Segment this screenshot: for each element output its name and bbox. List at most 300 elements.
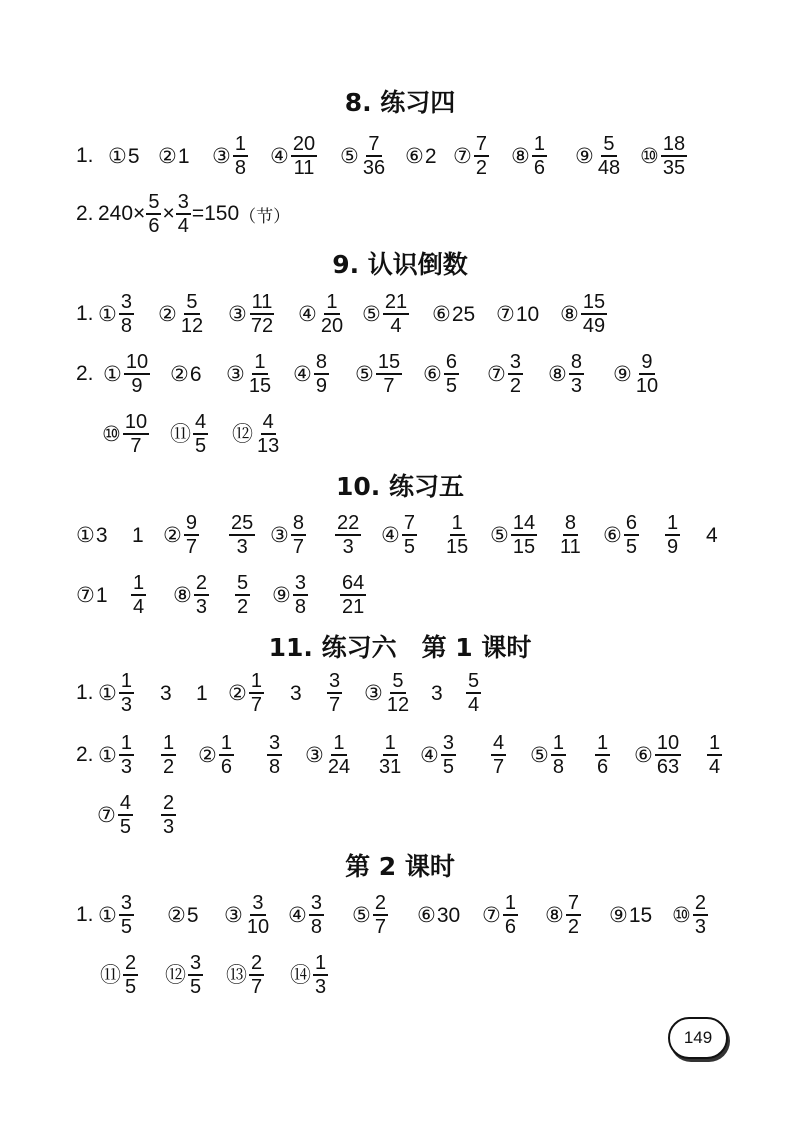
answer-item <box>511 126 548 186</box>
answer-item <box>165 945 204 1005</box>
numerator: 1 <box>163 732 175 754</box>
numerator: 7 <box>403 512 415 534</box>
answer-item <box>232 404 282 464</box>
item-marker: ② <box>228 680 247 705</box>
denominator: 7 <box>493 756 505 778</box>
section-title-8: 8. 练习四 <box>344 88 456 117</box>
item-marker: ⑤ <box>362 301 381 326</box>
answer-item <box>228 284 276 344</box>
question-number: 2. <box>76 202 94 225</box>
fraction <box>176 191 191 237</box>
answer-item <box>170 344 202 404</box>
numerator: 3 <box>120 291 132 313</box>
fraction <box>313 952 328 998</box>
denominator: 6 <box>533 157 545 179</box>
item-marker: ⑧ <box>548 361 567 386</box>
numerator: 3 <box>509 351 521 373</box>
denominator: 8 <box>120 315 132 337</box>
fraction <box>123 411 149 457</box>
fraction <box>314 351 329 397</box>
item-marker: ⑦ <box>97 802 116 827</box>
answer-row <box>0 404 800 464</box>
fraction <box>146 191 161 237</box>
answer-item <box>76 505 108 565</box>
numerator: 3 <box>190 952 202 974</box>
numerator: 8 <box>315 351 327 373</box>
section-title-9: 9. 认识倒数 <box>332 250 468 279</box>
numerator: 7 <box>567 892 579 914</box>
denominator: 72 <box>250 315 274 337</box>
answer-item <box>132 505 144 565</box>
denominator: 35 <box>662 157 686 179</box>
denominator: 5 <box>195 435 207 457</box>
numerator: 11 <box>251 291 273 313</box>
answer-item <box>548 344 585 404</box>
item-marker: ⑦ <box>482 902 501 927</box>
section-title-11: 11. 练习六 第 1 课时 <box>268 633 532 662</box>
item-marker: ④ <box>420 742 439 767</box>
answer-row <box>0 344 800 404</box>
numerator: 4 <box>195 411 207 433</box>
denominator: 3 <box>236 536 248 558</box>
denominator: 7 <box>251 976 263 998</box>
answer-item <box>160 785 177 845</box>
numerator: 5 <box>603 133 615 155</box>
answer-item <box>130 565 147 625</box>
answer-item <box>613 344 661 404</box>
denominator: 3 <box>694 916 706 938</box>
answer-item <box>290 663 302 723</box>
answer-item <box>417 885 460 945</box>
answer-item <box>609 885 652 945</box>
denominator: 9 <box>131 375 143 397</box>
denominator: 4 <box>468 694 480 716</box>
numerator: 1 <box>315 952 327 974</box>
denominator: 2 <box>567 916 579 938</box>
numerator: 1 <box>333 732 345 754</box>
item-marker: ② <box>198 742 217 767</box>
denominator: 6 <box>597 756 609 778</box>
denominator: 7 <box>250 694 262 716</box>
fraction <box>131 572 146 618</box>
fraction <box>361 133 387 179</box>
item-marker: ② <box>158 143 177 168</box>
item-marker: ⑭ <box>290 962 311 987</box>
answer-item <box>228 505 256 565</box>
integer-value: 3 <box>95 523 108 547</box>
denominator: 6 <box>148 215 160 237</box>
item-marker: ⑩ <box>672 902 691 927</box>
answer-row <box>0 126 800 186</box>
denominator: 7 <box>329 694 341 716</box>
numerator: 3 <box>294 572 306 594</box>
answer-item <box>672 885 709 945</box>
fraction <box>532 133 547 179</box>
item-marker: ⑩ <box>640 143 659 168</box>
answer-row <box>0 885 800 945</box>
answer-item <box>634 725 682 785</box>
fraction <box>655 732 681 778</box>
numerator: 1 <box>504 892 516 914</box>
denominator: 11 <box>560 536 581 558</box>
fraction <box>249 291 275 337</box>
numerator: 3 <box>252 892 264 914</box>
item-marker: ⑤ <box>355 361 374 386</box>
answer-item <box>290 945 329 1005</box>
numerator: 8 <box>292 512 304 534</box>
denominator: 10 <box>246 916 270 938</box>
answer-item <box>266 725 283 785</box>
numerator: 21 <box>384 291 408 313</box>
integer-value: 1 <box>196 681 208 705</box>
fraction <box>569 351 584 397</box>
denominator: 9 <box>315 375 327 397</box>
answer-item <box>76 565 108 625</box>
answer-item <box>490 505 538 565</box>
denominator: 2 <box>163 756 175 778</box>
item-marker: ③ <box>270 522 289 547</box>
numerator: 2 <box>125 952 137 974</box>
denominator: 5 <box>625 536 637 558</box>
answer-item <box>664 505 681 565</box>
fraction <box>119 892 134 938</box>
item-marker: ⑧ <box>545 902 564 927</box>
fraction <box>291 133 317 179</box>
fraction <box>193 411 208 457</box>
numerator: 1 <box>597 732 609 754</box>
item-marker: ③ <box>212 143 231 168</box>
answer-item <box>640 126 688 186</box>
answer-item <box>198 725 235 785</box>
numerator: 1 <box>384 732 396 754</box>
answer-item <box>103 344 151 404</box>
fraction <box>219 732 234 778</box>
numerator: 18 <box>662 133 686 155</box>
fraction <box>245 892 271 938</box>
integer-value: 25 <box>451 302 476 326</box>
answer-row <box>0 785 800 845</box>
answer-item <box>706 725 723 785</box>
integer-value: 15 <box>628 903 653 927</box>
numerator: 64 <box>342 572 365 594</box>
denominator: 6 <box>504 916 516 938</box>
denominator: 10 <box>635 375 659 397</box>
numerator: 20 <box>292 133 316 155</box>
fraction <box>444 351 459 397</box>
result: 150 <box>204 202 240 225</box>
fraction <box>123 952 138 998</box>
denominator: 8 <box>234 157 246 179</box>
answer-item <box>98 885 135 945</box>
integer-value: 3 <box>431 681 443 705</box>
item-marker: ⑦ <box>487 361 506 386</box>
answer-item <box>362 284 410 344</box>
numerator: 7 <box>368 133 380 155</box>
answer-item <box>381 505 418 565</box>
numerator: 1 <box>451 512 463 534</box>
item-marker: ① <box>76 522 95 547</box>
numerator: 2 <box>251 952 263 974</box>
fraction <box>233 133 248 179</box>
item-marker: ⑩ <box>102 421 121 446</box>
answer-item <box>163 505 200 565</box>
denominator: 5 <box>445 375 457 397</box>
denominator: 15 <box>248 375 272 397</box>
answer-item <box>594 725 611 785</box>
question-number: 1. <box>76 903 94 926</box>
answer-item <box>490 725 507 785</box>
denominator: 5 <box>119 816 131 838</box>
numerator: 10 <box>656 732 680 754</box>
answer-item <box>234 565 251 625</box>
answer-item <box>423 344 460 404</box>
item-marker: ① <box>108 143 127 168</box>
fraction <box>634 351 660 397</box>
answer-item <box>420 725 457 785</box>
denominator: 7 <box>374 916 386 938</box>
fraction <box>309 892 324 938</box>
item-marker: ② <box>167 902 186 927</box>
answer-item <box>355 344 403 404</box>
integer-value: 3 <box>160 681 172 705</box>
answer-row <box>0 505 800 565</box>
fraction <box>385 670 411 716</box>
answer-item <box>224 885 272 945</box>
fraction <box>558 512 583 558</box>
denominator: 5 <box>120 916 132 938</box>
answer-row <box>0 663 800 723</box>
item-marker: ⑦ <box>76 582 95 607</box>
item-marker: ② <box>163 522 182 547</box>
integer-value: 6 <box>189 362 202 386</box>
denominator: 49 <box>582 315 606 337</box>
equals-sign: = <box>191 202 205 225</box>
times-sign: × <box>133 202 146 225</box>
item-marker: ⑥ <box>417 902 436 927</box>
answer-item <box>545 885 582 945</box>
section-title-10: 10. 练习五 <box>336 472 464 501</box>
fraction <box>194 572 209 618</box>
denominator: 6 <box>220 756 232 778</box>
calculation-row <box>0 184 800 244</box>
answer-item <box>496 284 539 344</box>
fraction <box>340 572 366 618</box>
denominator: 24 <box>327 756 351 778</box>
answer-row <box>0 284 800 344</box>
fraction <box>188 952 203 998</box>
denominator: 2 <box>237 596 249 618</box>
denominator: 36 <box>362 157 386 179</box>
fraction <box>161 792 176 838</box>
fraction <box>581 291 607 337</box>
item-marker: ⑧ <box>173 582 192 607</box>
fraction <box>319 291 345 337</box>
numerator: 15 <box>582 291 606 313</box>
answer-item <box>376 725 404 785</box>
numerator: 22 <box>337 512 360 534</box>
numerator: 5 <box>148 191 160 213</box>
question-number: 1. <box>76 681 94 704</box>
answer-item <box>334 505 362 565</box>
answer-item <box>443 505 471 565</box>
item-marker: ⑤ <box>490 522 509 547</box>
item-marker: ⑥ <box>634 742 653 767</box>
integer-value: 1 <box>177 144 190 168</box>
item-marker: ① <box>98 301 117 326</box>
denominator: 3 <box>315 976 327 998</box>
answer-item <box>167 885 199 945</box>
answer-item <box>212 126 249 186</box>
answer-item <box>405 126 437 186</box>
fraction <box>179 291 205 337</box>
numerator: 1 <box>709 732 721 754</box>
question-number: 1. <box>76 302 94 325</box>
numerator: 25 <box>231 512 254 534</box>
fraction <box>235 572 250 618</box>
answer-item <box>530 725 567 785</box>
answer-item <box>226 945 265 1005</box>
item-marker: ⑪ <box>170 421 191 446</box>
numerator: 2 <box>374 892 386 914</box>
item-marker: ⑦ <box>453 143 472 168</box>
denominator: 15 <box>446 536 469 558</box>
integer-value: 10 <box>515 302 540 326</box>
fraction <box>503 892 518 938</box>
numerator: 3 <box>310 892 322 914</box>
fraction <box>267 732 282 778</box>
answer-item <box>431 663 443 723</box>
fraction <box>184 512 199 558</box>
item-marker: ⑧ <box>560 301 579 326</box>
answer-item <box>305 725 353 785</box>
answer-item <box>482 885 519 945</box>
calculation-expression <box>98 184 290 244</box>
answer-item <box>270 505 307 565</box>
numerator: 1 <box>254 351 266 373</box>
fraction <box>119 291 134 337</box>
answer-row <box>0 565 800 625</box>
fraction <box>229 512 255 558</box>
answer-item <box>557 505 584 565</box>
fraction <box>247 351 273 397</box>
numerator: 6 <box>625 512 637 534</box>
integer-value: 1 <box>132 523 144 547</box>
answer-item <box>100 945 139 1005</box>
denominator: 7 <box>292 536 304 558</box>
item-marker: ⑨ <box>609 902 628 927</box>
numerator: 1 <box>133 572 145 594</box>
numerator: 1 <box>533 133 545 155</box>
fraction <box>595 732 610 778</box>
fraction <box>249 670 264 716</box>
item-marker: ② <box>158 301 177 326</box>
item-marker: ③ <box>364 680 383 705</box>
item-marker: ⑧ <box>511 143 530 168</box>
fraction <box>624 512 639 558</box>
numerator: 3 <box>269 732 281 754</box>
question-number: 2. <box>76 362 94 385</box>
numerator: 5 <box>186 291 198 313</box>
item-marker: ③ <box>226 361 245 386</box>
denominator: 7 <box>130 435 142 457</box>
numerator: 7 <box>475 133 487 155</box>
answer-item <box>453 126 490 186</box>
numerator: 4 <box>119 792 131 814</box>
fraction <box>596 133 622 179</box>
item-marker: ④ <box>381 522 400 547</box>
item-marker: ⑥ <box>423 361 442 386</box>
fraction <box>335 512 361 558</box>
numerator: 3 <box>442 732 454 754</box>
numerator: 4 <box>262 411 274 433</box>
item-marker: ⑫ <box>232 421 253 446</box>
item-marker: ⑬ <box>226 962 247 987</box>
item-marker: ⑥ <box>432 301 451 326</box>
numerator: 1 <box>326 291 338 313</box>
times-sign: × <box>162 202 175 225</box>
fraction <box>566 892 581 938</box>
answer-item <box>603 505 640 565</box>
fraction <box>444 512 470 558</box>
fraction <box>124 351 150 397</box>
fraction <box>511 512 537 558</box>
numerator: 6 <box>445 351 457 373</box>
answer-item <box>364 663 412 723</box>
fraction <box>661 133 687 179</box>
fraction <box>491 732 506 778</box>
numerator: 5 <box>468 670 480 692</box>
item-marker: ⑤ <box>352 902 371 927</box>
item-marker: ⑥ <box>603 522 622 547</box>
integer-value: 3 <box>290 681 302 705</box>
fraction <box>118 792 133 838</box>
denominator: 13 <box>257 435 280 457</box>
answer-item <box>226 344 274 404</box>
denominator: 21 <box>342 596 365 618</box>
denominator: 48 <box>597 157 621 179</box>
item-marker: ⑤ <box>340 143 359 168</box>
fraction <box>441 732 456 778</box>
denominator: 3 <box>163 816 175 838</box>
integer-value: 5 <box>186 903 199 927</box>
numerator: 10 <box>124 411 148 433</box>
numerator: 10 <box>125 351 149 373</box>
answer-item <box>97 785 134 845</box>
fraction <box>665 512 680 558</box>
fraction <box>161 732 176 778</box>
answer-item <box>487 344 524 404</box>
numerator: 1 <box>120 732 132 754</box>
numerator: 2 <box>163 792 175 814</box>
item-marker: ④ <box>293 361 312 386</box>
answer-item <box>432 284 475 344</box>
denominator: 15 <box>512 536 536 558</box>
numerator: 1 <box>552 732 564 754</box>
item-marker: ⑨ <box>575 143 594 168</box>
integer-value: 5 <box>127 144 140 168</box>
item-marker: ③ <box>224 902 243 927</box>
answer-item <box>160 725 177 785</box>
numerator: 14 <box>512 512 536 534</box>
fraction <box>551 732 566 778</box>
denominator: 2 <box>509 375 521 397</box>
fraction <box>291 512 306 558</box>
numerator: 5 <box>392 670 404 692</box>
answer-item <box>293 344 330 404</box>
item-marker: ⑨ <box>613 361 632 386</box>
denominator: 5 <box>403 536 415 558</box>
denominator: 31 <box>379 756 402 778</box>
